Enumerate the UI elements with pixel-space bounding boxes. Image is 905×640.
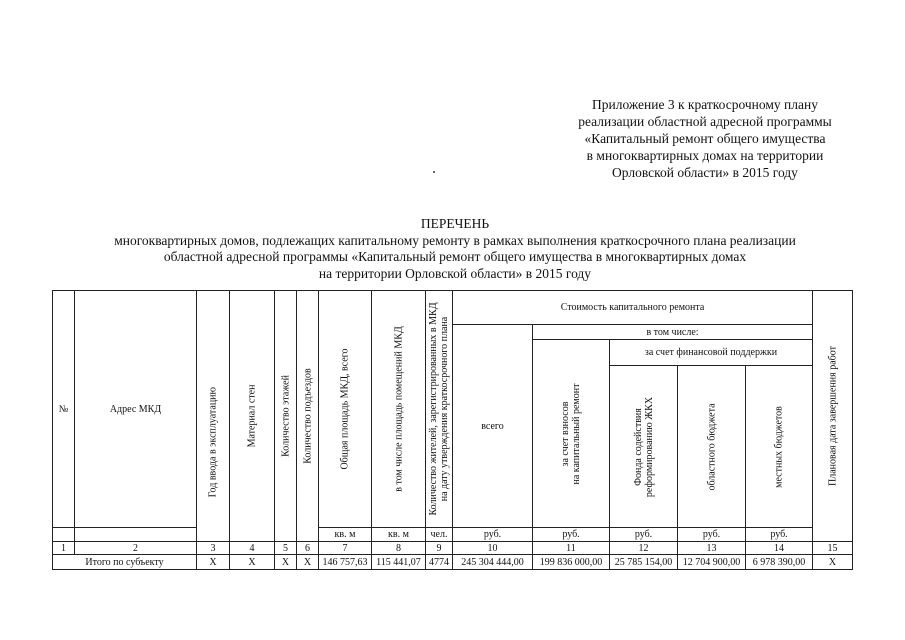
appendix-line: в многоквартирных домах на территории xyxy=(586,148,824,163)
total-year: X xyxy=(197,555,230,570)
unit-cell xyxy=(75,528,197,542)
appendix-line: Орловской области» в 2015 году xyxy=(612,165,798,180)
header-area-premises: в том числе площадь помещений МКД xyxy=(372,291,426,528)
title-line: областной адресной программы «Капитальный ремонт общего имущества в многоквартирных домах xyxy=(163,249,747,264)
total-area-premises: 115 441,07 xyxy=(372,555,426,570)
unit-cell: руб. xyxy=(533,528,610,542)
header-including: в том числе: xyxy=(533,325,813,340)
header-local: местных бюджетов xyxy=(746,366,813,528)
total-regional: 12 704 900,00 xyxy=(678,555,746,570)
header-cost-total: всего xyxy=(453,325,533,528)
column-numbers-row xyxy=(53,542,853,555)
header-regional: областного бюджета xyxy=(678,366,746,528)
header-cost-group: Стоимость капитального ремонта xyxy=(453,291,813,325)
header-fund: Фонда содействия реформированию ЖКХ xyxy=(610,366,678,528)
column-number: 9 xyxy=(426,542,453,555)
total-cost: 245 304 444,00 xyxy=(453,555,533,570)
total-entrances: X xyxy=(297,555,319,570)
header-deadline: Плановая дата завершения работ xyxy=(813,291,853,542)
unit-cell: руб. xyxy=(678,528,746,542)
total-residents: 4774 xyxy=(426,555,453,570)
column-number: 4 xyxy=(230,542,275,555)
column-number: 2 xyxy=(75,542,197,555)
header-material: Материал стен xyxy=(230,291,275,542)
column-number: 7 xyxy=(319,542,372,555)
total-material: X xyxy=(230,555,275,570)
column-number: 11 xyxy=(533,542,610,555)
total-fund: 25 785 154,00 xyxy=(610,555,678,570)
unit-cell: чел. xyxy=(426,528,453,542)
header-floors: Количество этажей xyxy=(275,291,297,542)
total-row xyxy=(53,555,853,570)
total-local: 6 978 390,00 xyxy=(746,555,813,570)
header-address: Адрес МКД xyxy=(75,291,197,528)
column-number: 8 xyxy=(372,542,426,555)
unit-cell: кв. м xyxy=(319,528,372,542)
total-floors: X xyxy=(275,555,297,570)
unit-cell: руб. xyxy=(610,528,678,542)
appendix-line: реализации областной адресной программы xyxy=(578,114,832,129)
column-number: 5 xyxy=(275,542,297,555)
column-number: 1 xyxy=(53,542,75,555)
buildings-table xyxy=(52,290,853,570)
unit-cell: руб. xyxy=(746,528,813,542)
unit-cell xyxy=(53,528,75,542)
column-number: 10 xyxy=(453,542,533,555)
column-number: 6 xyxy=(297,542,319,555)
column-number: 15 xyxy=(813,542,853,555)
header-residents: Количество жителей, зарегистрированных в МКД на дату утверждения краткосрочного плана xyxy=(426,291,453,528)
column-number: 3 xyxy=(197,542,230,555)
appendix-header xyxy=(540,96,870,181)
unit-cell: кв. м xyxy=(372,528,426,542)
scan-speck xyxy=(433,171,435,173)
header-support-group: за счет финансовой поддержки xyxy=(610,340,813,366)
header-entrances: Количество подъездов xyxy=(297,291,319,542)
column-number: 12 xyxy=(610,542,678,555)
total-area: 146 757,63 xyxy=(319,555,372,570)
header-owners: за счет взносов на капитальный ремонт xyxy=(533,340,610,528)
appendix-line: «Капитальный ремонт общего имущества xyxy=(584,131,826,146)
total-deadline: X xyxy=(813,555,853,570)
title-line: на территории Орловской области» в 2015 году xyxy=(318,265,592,281)
header-area-total: Общая площадь МКД, всего xyxy=(319,291,372,528)
appendix-line: Приложение 3 к краткосрочному плану xyxy=(592,97,818,112)
total-owners: 199 836 000,00 xyxy=(533,555,610,570)
units-row xyxy=(53,528,853,542)
header-num: № xyxy=(53,291,75,528)
column-number: 14 xyxy=(746,542,813,555)
column-number: 13 xyxy=(678,542,746,555)
title-line: многоквартирных домов, подлежащих капитальному ремонту в рамках выполнения краткосрочного плана реализации xyxy=(114,232,796,248)
header-year: Год ввода в эксплуатацию xyxy=(197,291,230,542)
header-row xyxy=(53,291,853,325)
title-heading: ПЕРЕЧЕНЬ xyxy=(420,216,490,231)
document-title xyxy=(40,216,870,282)
total-label: Итого по субъекту xyxy=(53,555,197,570)
unit-cell: руб. xyxy=(453,528,533,542)
